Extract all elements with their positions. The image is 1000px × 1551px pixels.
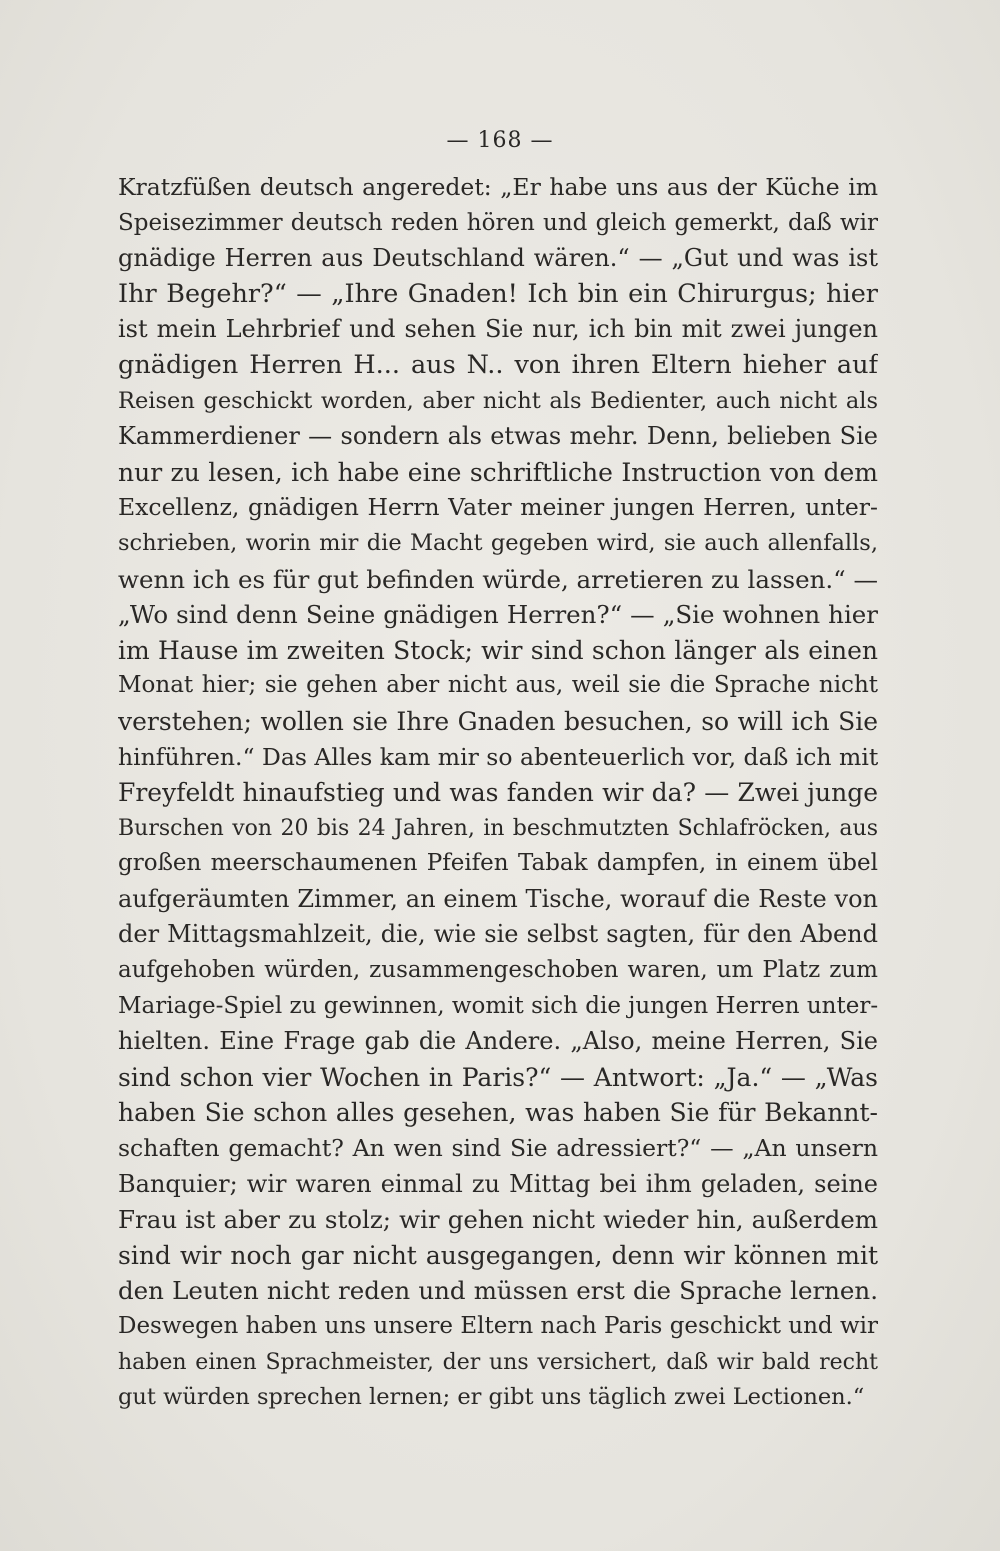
text-line: Ihr Begehr?“ — „Ihre Gnaden! Ich bin ein Chirurgus; hier — [118, 278, 878, 309]
text-line: „Wo sind denn Seine gnädigen Herren?“ — „Sie wohnen hier — [118, 600, 878, 630]
text-line: schrieben, worin mir die Macht gegeben wird, sie auch allenfalls, — [118, 529, 878, 556]
text-line: im Hause im zweiten Stock; wir sind schon länger als einen — [118, 635, 878, 665]
text-line: großen meerschaumenen Pfeifen Tabak dampfen, in einem übel — [118, 850, 878, 877]
text-line: ist mein Lehrbrief und sehen Sie nur, ich bin mit zwei jungen — [118, 315, 878, 344]
text-line: sind wir noch gar nicht ausgegangen, denn wir können mit — [118, 1240, 878, 1270]
text-line: schaften gemacht? An wen sind Sie adressiert?“ — „An unsern — [118, 1134, 878, 1163]
text-line: Frau ist aber zu stolz; wir gehen nicht wieder hin, außerdem — [118, 1205, 878, 1235]
text-line: Banquier; wir waren einmal zu Mittag bei ihm geladen, seine — [118, 1169, 878, 1198]
text-line: Deswegen haben uns unsere Eltern nach Paris geschickt und wir — [118, 1313, 878, 1339]
text-line: verstehen; wollen sie Ihre Gnaden besuchen, so will ich Sie — [118, 706, 878, 736]
text-line: hinführen.“ Das Alles kam mir so abenteuerlich vor, daß ich mit — [118, 742, 878, 771]
text-line: den Leuten nicht reden und müssen erst die Sprache lernen. — [118, 1276, 878, 1306]
text-line: aufgeräumten Zimmer, an einem Tische, worauf die Reste von — [118, 884, 878, 913]
text-line: Mariage-Spiel zu gewinnen, womit sich die jungen Herren unter- — [118, 992, 878, 1019]
text-line: haben Sie schon alles gesehen, was haben Sie für Bekannt- — [118, 1098, 878, 1128]
text-line: der Mittagsmahlzeit, die, wie sie selbst sagten, für den Abend — [118, 920, 878, 949]
text-line: sind schon vier Wochen in Paris?“ — Antwort: „Ja.“ — „Was — [118, 1062, 878, 1092]
page-number: — 168 — — [446, 128, 554, 153]
text-line: aufgehoben würden, zusammengeschoben waren, um Platz zum — [118, 957, 878, 984]
text-line: gut würden sprechen lernen; er gibt uns täglich zwei Lectionen.“ — [118, 1384, 865, 1411]
text-line: gnädige Herren aus Deutschland wären.“ — „Gut und was ist — [118, 244, 878, 273]
text-line: Kratzfüßen deutsch angeredet: „Er habe uns aus der Küche im — [118, 173, 878, 201]
text-line: Excellenz, gnädigen Herrn Vater meiner jungen Herren, unter- — [118, 493, 878, 522]
text-line: Speisezimmer deutsch reden hören und gleich gemerkt, daß wir — [118, 209, 878, 236]
text-line: hielten. Eine Frage gab die Andere. „Also, meine Herren, Sie — [118, 1027, 878, 1056]
text-line: Reisen geschickt worden, aber nicht als Bedienter, auch nicht als — [118, 387, 878, 414]
text-line: gnädigen Herren H... aus N.. von ihren Eltern hieher auf — [118, 349, 878, 380]
text-line: Freyfeldt hinaufstieg und was fanden wir da? — Zwei junge — [118, 778, 878, 808]
body-text — [118, 170, 878, 1416]
text-line: haben einen Sprachmeister, der uns versichert, daß wir bald recht — [118, 1349, 878, 1375]
text-line: Kammerdiener — sondern als etwas mehr. Denn, belieben Sie — [118, 422, 878, 451]
text-line: wenn ich es für gut befinden würde, arretieren zu lassen.“ — — [118, 564, 878, 594]
text-line: nur zu lesen, ich habe eine schriftliche Instruction von dem — [118, 457, 878, 487]
text-line: Monat hier; sie gehen aber nicht aus, weil sie die Sprache nicht — [118, 672, 878, 699]
text-line: Burschen von 20 bis 24 Jahren, in beschmutzten Schlafröcken, aus — [118, 815, 878, 841]
